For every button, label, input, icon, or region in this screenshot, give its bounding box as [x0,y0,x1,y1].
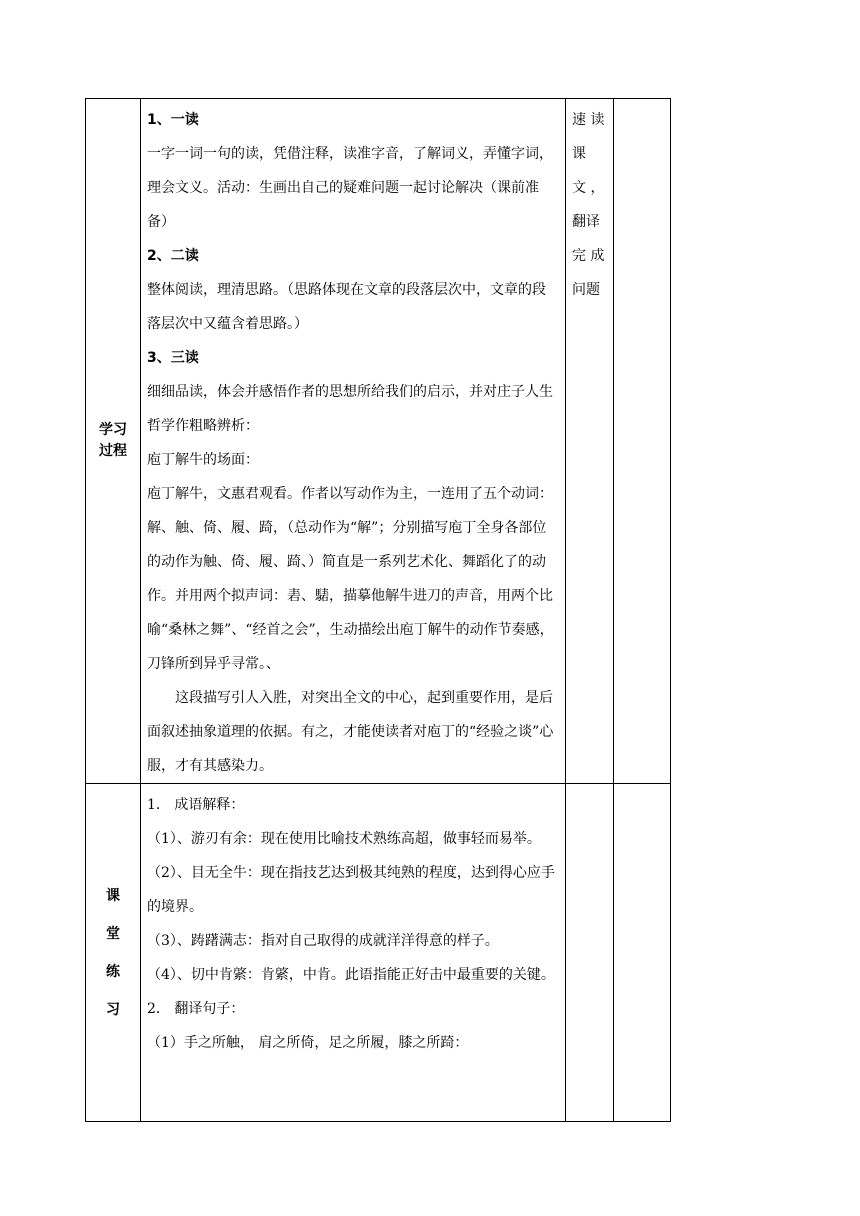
row-label-learning-process [86,99,141,784]
paragraph: 整体阅读，理清思路。（思路体现在文章的段落层次中，文章的段落层次中又蕴含着思路。） [147,282,546,332]
activity-line: 问题 [572,282,600,298]
notes-cell [614,99,671,784]
row-label-class-practice [86,784,141,1122]
paragraph: 一字一词一句的读，凭借注释，读准字音，了解词义，弄懂字词，理会文义。活动：生画出自己的疑难问题一起讨论解决（课前准备） [147,146,553,230]
paragraph: 1． 成语解释： [147,797,245,813]
activity-line: 速 读 [572,112,605,128]
label-line: 学习 [99,422,127,438]
paragraph: （3）、踌躇满志：指对自己取得的成就洋洋得意的样子。 [147,933,499,949]
activity-line: 完 成 [572,248,605,264]
notes-cell [614,784,671,1122]
section-heading: 1、一读 [147,112,199,128]
activity-line: 课 [572,146,586,162]
label-line: 课 [106,887,120,904]
paragraph: （1）手之所触， 肩之所倚，足之所履，膝之所踦： [147,1035,469,1051]
class-practice-content [141,784,566,1122]
section-heading: 2、二读 [147,248,199,264]
paragraph: 细细品读，体会并感悟作者的思想所给我们的启示，并对庄子人生哲学作粗略辨析： [147,384,553,434]
label-line: 过程 [99,443,127,459]
activity-line: 文 ， [572,180,605,196]
learning-process-content [141,99,566,784]
table-row-learning-process [86,99,671,784]
paragraph: 庖丁解牛，文惠君观看。作者以写动作为主，一连用了五个动词：解、触、倚、履、踦，（总动作为“解”；分别描写庖丁全身各部位的动作为触、倚、履、踦、）简直是一系列艺术化、舞蹈化了的动作。并用两个拟声词：砉、騞，描摹他解牛进刀的声音，用两个比喻“桑林之舞”、“经首之会”，生动描绘出庖丁解牛的动作节奏感，刀锋所到异乎寻常。、 [147,486,554,672]
label-line: 堂 [106,925,120,942]
paragraph: （2）、目无全牛：现在指技艺达到极其纯熟的程度，达到得心应手的境界。 [147,865,555,915]
paragraph: 庖丁解牛的场面： [147,452,259,468]
paragraph: （4）、切中肯綮：肯綮，中肯。此语指能正好击中最重要的关键。 [147,967,555,983]
student-activity-cell [566,99,614,784]
paragraph: 2． 翻译句子： [147,1001,245,1017]
activity-line: 翻译 [572,214,600,230]
lesson-table [85,98,671,1122]
table-row-class-practice [86,784,671,1122]
paragraph: （1）、游刃有余：现在使用比喻技术熟练高超，做事轻而易举。 [147,831,541,847]
student-activity-cell [566,784,614,1122]
section-heading: 3、三读 [147,350,199,366]
label-line: 练 [106,963,120,980]
label-line: 习 [106,1001,120,1018]
paragraph: 这段描写引人入胜，对突出全文的中心，起到重要作用，是后面叙述抽象道理的依据。有之，才能使读者对庖丁的“经验之谈”心服，才有其感染力。 [147,690,554,774]
